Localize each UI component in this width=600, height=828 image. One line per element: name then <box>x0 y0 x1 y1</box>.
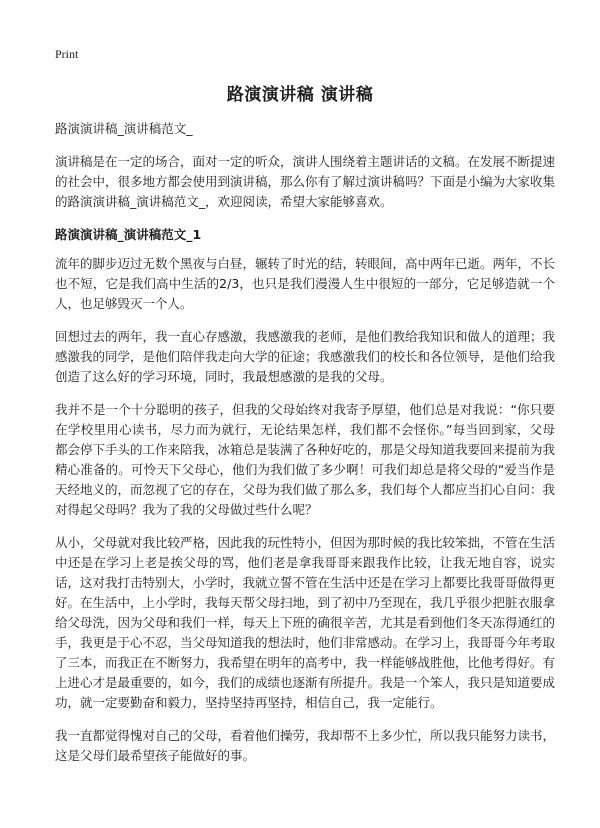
print-link[interactable]: Print <box>55 47 79 61</box>
body-paragraph: 从小，父母就对我比较严格，因此我的玩性特小，但因为那时候的我比较笨拙，不管在生活中还是在学习上老是挨父母的骂，他们老是拿我哥哥来跟我作比较，让我无地自容，说实话，这对我打击特别大，小学时，我就立誓不管在生活中还是在学习上都要比我哥哥做得更好。在生活中，上小学时，我每天帮父母扫地，到了初中乃至现在，我几乎很少把脏衣服拿给父母洗，因为父母和我们一样，每天上下班的确很辛苦，尤其是看到他们冬天冻得通红的手，我更是于心不忍，当父母知道我的想法时，他们非常感动。在学习上，我哥哥今年考取了三本，而我正在不断努力，我希望在明年的高考中，我一样能够战胜他，比他考得好。有上进心才是最重要的，如今，我们的成绩也逐渐有所提升。我是一个笨人，我只是知道要成功，就一定要勤奋和毅力，坚持坚持再坚持，相信自己，我一定能行。 <box>55 535 556 710</box>
body-paragraph: 回想过去的两年，我一直心存感激，我感激我的老师，是他们教给我知识和做人的道理；我感激我的同学，是他们陪伴我走向大学的征途；我感激我们的校长和各位领导，是他们给我创造了这么好的学习环境，同时，我最想感激的是我的父母。 <box>55 329 556 384</box>
body-paragraph: 我一直都觉得愧对自己的父母，看着他们操劳，我却帮不上多少忙，所以我只能努力读书，这是父母们最希望孩子能做好的事。 <box>55 728 556 763</box>
page-title: 路演演讲稿 演讲稿 <box>226 85 374 105</box>
intro-paragraph: 演讲稿是在一定的场合，面对一定的听众，演讲人围绕着主题讲话的文稿。在发展不断提速的社会中，很多地方都会使用到演讲稿，那么你有了解过演讲稿吗？下面是小编为大家收集的路演演讲稿_演讲稿范文_，欢迎阅读，希望大家能够喜欢。 <box>55 154 556 209</box>
body-paragraph: 我并不是一个十分聪明的孩子，但我的父母始终对我寄予厚望，他们总是对我说：“你只要在学校里用心读书，尽力而为就行，无论结果怎样，我们都不会怪你。”每当回到家，父母都会停下手头的工作来陪我，冰箱总是装满了各种好吃的，那是父母知道我要回来提前为我精心准备的。可怜天下父母心，他们为我们做了多少啊！可我们却总是将父母的“爱当作是天经地义的，而忽视了它的存在，父母为我们做了那么多，我们每个人都应当扪心自问：我对得起父母吗？我为了我的父母做过些什么呢？ <box>55 402 556 517</box>
section-heading: 路演演讲稿_演讲稿范文_1 <box>55 227 202 242</box>
article-subtitle: 路演演讲稿_演讲稿范文_ <box>55 121 193 136</box>
article-body <box>55 119 555 779</box>
body-paragraph: 流年的脚步迈过无数个黑夜与白昼，辗转了时光的结，转眼间，高中两年已逝。两年，不长也不短，它是我们高中生活的2/3，也只是我们漫漫人生中很短的一部分，它足够造就一个人，也足够毁灭一个人。 <box>55 256 556 311</box>
